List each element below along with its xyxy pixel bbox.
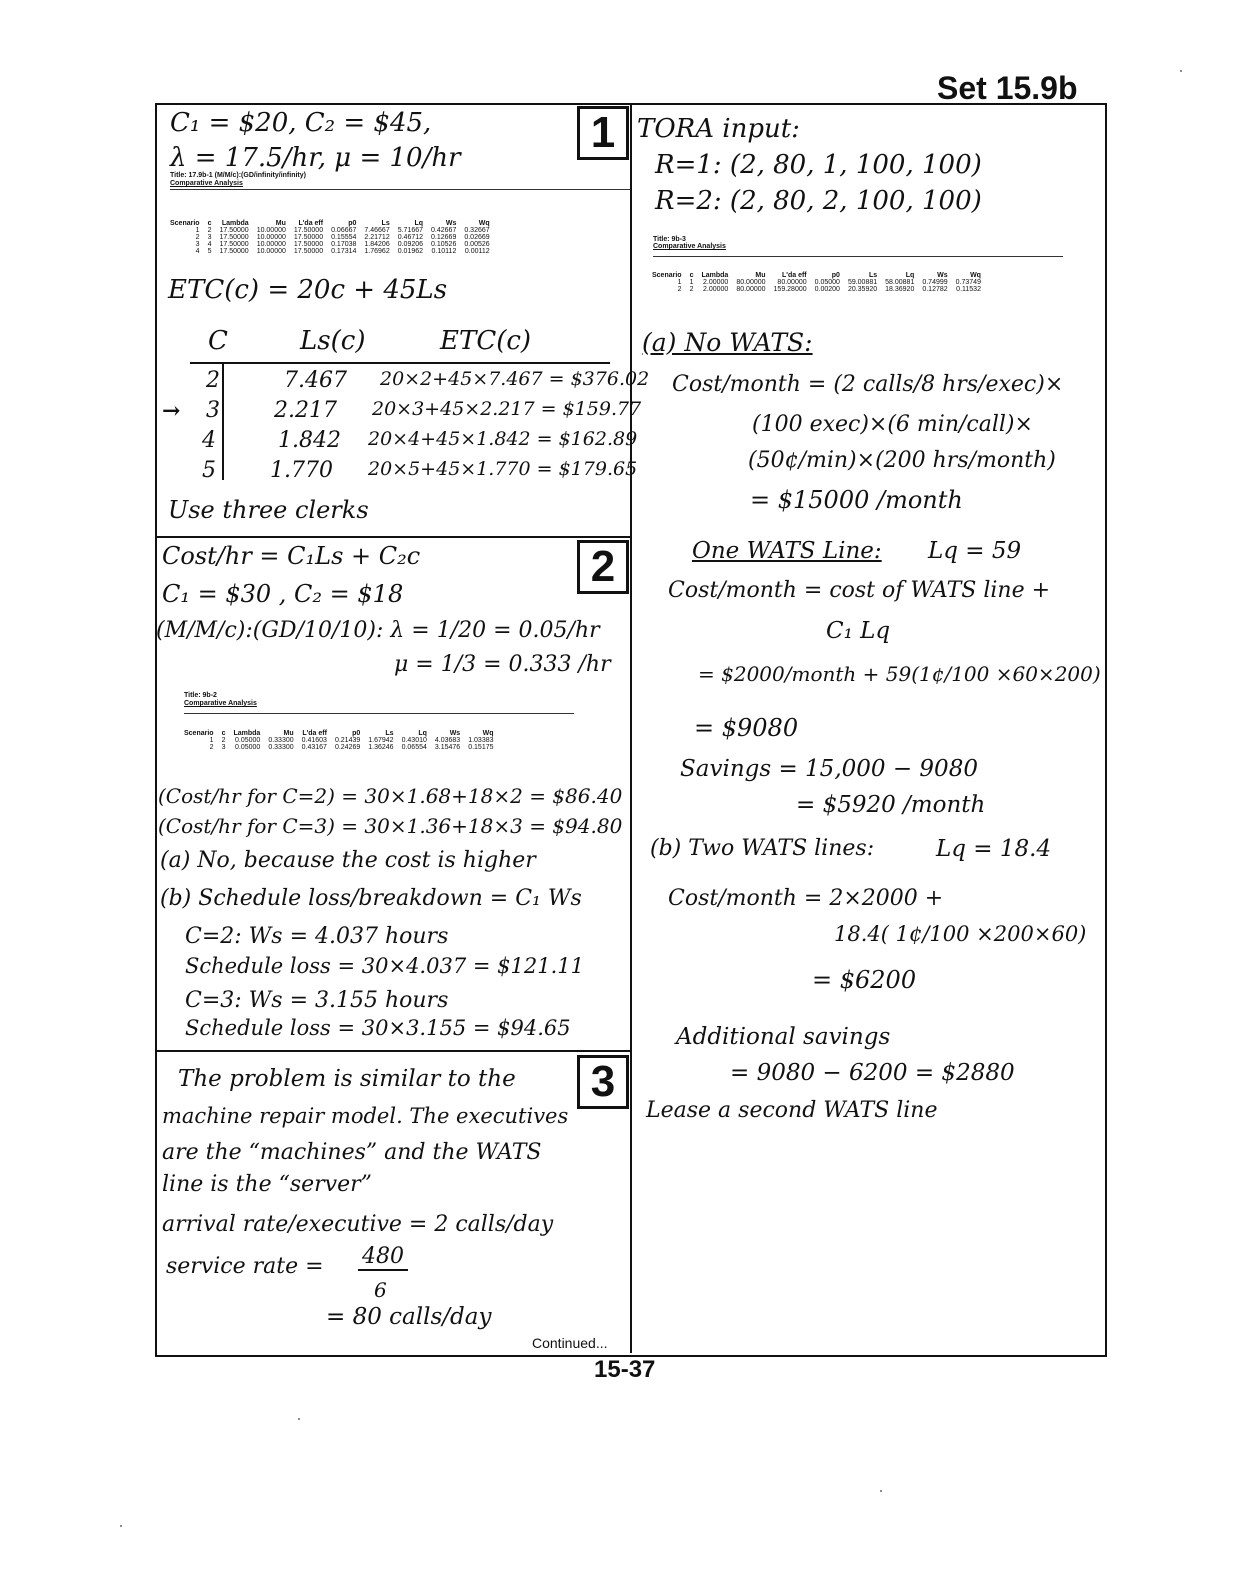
row-c: 4 bbox=[202, 428, 216, 453]
p1-col-etc: ETC(c) bbox=[440, 326, 532, 356]
table-header-cell: Mu bbox=[755, 272, 766, 279]
r-b-savings-result: = $5920 /month bbox=[796, 792, 986, 818]
p3-arrival-rate: arrival rate/executive = 2 calls/day bbox=[162, 1212, 554, 1237]
table-header-cell: c bbox=[689, 272, 694, 279]
table-cell: 3 bbox=[221, 744, 226, 751]
table-cell: 0.06667 bbox=[331, 227, 357, 234]
p1-costs: C₁ = $20, C₂ = $45, bbox=[170, 108, 432, 138]
r-a-line3: (50¢/min)×(200 hrs/month) bbox=[748, 448, 1056, 473]
r-additional-calc: = 9080 − 6200 = $2880 bbox=[730, 1060, 1015, 1086]
table-cell: 2.21712 bbox=[364, 234, 390, 241]
table-header-cell: L'da eff bbox=[782, 272, 807, 279]
table-row bbox=[648, 286, 985, 293]
table-header-cell: Lq bbox=[414, 220, 424, 227]
table-row bbox=[162, 428, 638, 456]
table-cell: 0.33300 bbox=[268, 737, 294, 744]
r-part-a-label: (a) No WATS: bbox=[642, 328, 813, 357]
row-etc: 20×5+45×1.770 = $179.65 bbox=[368, 458, 638, 480]
table-cell: 17.50000 bbox=[219, 227, 249, 234]
table-cell: 4 bbox=[207, 241, 212, 248]
p2-cost-c3: (Cost/hr for C=3) = 30×1.36+18×3 = $94.80 bbox=[158, 814, 623, 838]
p2-c2-loss: Schedule loss = 30×4.037 = $121.11 bbox=[185, 954, 584, 978]
table-cell: 20.35920 bbox=[847, 286, 878, 293]
problem-number-1: 1 bbox=[577, 106, 629, 160]
p1-rates: λ = 17.5/hr, μ = 10/hr bbox=[170, 143, 461, 173]
table-cell: 0.00526 bbox=[464, 241, 490, 248]
divider-problem-2-3 bbox=[155, 1050, 631, 1052]
table-row bbox=[166, 241, 494, 248]
column-divider bbox=[630, 103, 632, 1353]
p2-answer-b: (b) Schedule loss/breakdown = C₁ Ws bbox=[160, 886, 582, 911]
r-one-wats-label: One WATS Line: bbox=[692, 538, 882, 564]
p1-tora-title: Title: 17.9b-1 (M/M/c):(GD/infinity/infinity) bbox=[170, 172, 306, 179]
r-recommendation: Lease a second WATS line bbox=[646, 1098, 938, 1123]
table-cell: 0.43167 bbox=[301, 744, 327, 751]
table-header-cell: Ws bbox=[449, 730, 461, 737]
table-cell: 1.03383 bbox=[468, 737, 494, 744]
r-b-line4: = $9080 bbox=[694, 714, 799, 742]
p2-c2-ws: C=2: Ws = 4.037 hours bbox=[185, 924, 449, 949]
p1-col-ls: Ls(c) bbox=[300, 326, 366, 356]
table-cell: 17.50000 bbox=[219, 248, 249, 255]
table-cell: 3 bbox=[195, 241, 200, 248]
table-cell: 1 bbox=[195, 227, 200, 234]
table-row bbox=[162, 368, 650, 396]
r-input-r1: R=1: (2, 80, 1, 100, 100) bbox=[655, 150, 982, 180]
table-cell: 0.02669 bbox=[464, 234, 490, 241]
table-cell: 2.00000 bbox=[703, 286, 729, 293]
table-header-cell: Ls bbox=[385, 730, 394, 737]
r-c-line1: Cost/month = 2×2000 + bbox=[668, 886, 944, 911]
p2-c3-ws: C=3: Ws = 3.155 hours bbox=[185, 988, 449, 1013]
r-tora-subtitle: Comparative Analysis bbox=[653, 243, 726, 250]
table-header-cell: L'da eff bbox=[302, 730, 327, 737]
p2-costs: C₁ = $30 , C₂ = $18 bbox=[162, 580, 404, 608]
p1-col-c: C bbox=[208, 326, 228, 356]
table-cell: 0.12782 bbox=[922, 286, 948, 293]
table-header-cell: Scenario bbox=[170, 220, 200, 227]
problem-number-3: 3 bbox=[577, 1055, 629, 1109]
table-header-cell: Ls bbox=[381, 220, 390, 227]
table-cell: 4 bbox=[195, 248, 200, 255]
table-cell: 0.33300 bbox=[268, 744, 294, 751]
table-cell: 80.00000 bbox=[736, 279, 766, 286]
table-cell: 0.21439 bbox=[334, 737, 361, 744]
p1-tora-rule bbox=[170, 189, 630, 190]
table-cell: 0.43010 bbox=[401, 737, 427, 744]
table-cell: 1 bbox=[689, 279, 694, 286]
row-ls: 1.842 bbox=[278, 428, 341, 453]
table-cell: 80.00000 bbox=[777, 279, 807, 286]
table-header-cell: c bbox=[221, 730, 226, 737]
table-cell: 1.36246 bbox=[368, 744, 394, 751]
p1-tora-table bbox=[166, 220, 494, 255]
table-cell: 0.74999 bbox=[922, 279, 948, 286]
table-row bbox=[166, 227, 494, 234]
table-cell: 10.00000 bbox=[256, 241, 286, 248]
table-cell: 7.46667 bbox=[364, 227, 390, 234]
table-header-cell: Scenario bbox=[652, 272, 682, 279]
table-cell: 4.03683 bbox=[434, 737, 461, 744]
table-cell: 17.50000 bbox=[293, 234, 324, 241]
table-row bbox=[162, 458, 638, 486]
problem-number-2: 2 bbox=[577, 540, 629, 594]
r-tora-input: TORA input: bbox=[637, 114, 800, 144]
p3-service-numerator: 480 bbox=[358, 1244, 408, 1271]
scan-speck bbox=[880, 1490, 882, 1492]
r-a-line1: Cost/month = (2 calls/8 hrs/exec)× bbox=[672, 372, 1064, 397]
r-c-line2: 18.4( 1¢/100 ×200×60) bbox=[834, 922, 1087, 946]
table-cell: 17.50000 bbox=[219, 241, 249, 248]
p3-service-denominator: 6 bbox=[374, 1278, 387, 1302]
continued-note: Continued... bbox=[532, 1335, 608, 1351]
table-cell: 3.15476 bbox=[434, 744, 461, 751]
table-header-cell: p0 bbox=[348, 220, 357, 227]
table-cell: 18.36920 bbox=[885, 286, 915, 293]
r-tora-title: Title: 9b-3 bbox=[653, 236, 686, 243]
row-ls: 2.217 bbox=[274, 398, 337, 423]
table-header-cell: Mu bbox=[275, 220, 286, 227]
r-b-line2: C₁ Lq bbox=[826, 618, 891, 644]
row-ls: 7.467 bbox=[284, 368, 347, 393]
p1-table-rule bbox=[190, 362, 610, 364]
r-a-line4: = $15000 /month bbox=[750, 486, 963, 514]
row-c: 5 bbox=[202, 458, 216, 483]
p2-mu: μ = 1/3 = 0.333 /hr bbox=[394, 652, 611, 677]
table-header-cell: Ws bbox=[937, 272, 948, 279]
table-row bbox=[166, 248, 494, 255]
row-etc: 20×4+45×1.842 = $162.89 bbox=[368, 428, 638, 450]
table-cell: 0.15175 bbox=[468, 744, 494, 751]
table-row bbox=[180, 744, 498, 751]
table-cell: 2 bbox=[209, 744, 214, 751]
table-row bbox=[648, 279, 985, 286]
table-cell: 1.84206 bbox=[364, 241, 390, 248]
table-header-cell: Lq bbox=[418, 730, 427, 737]
table-cell: 0.10112 bbox=[431, 248, 457, 255]
p2-c3-loss: Schedule loss = 30×3.155 = $94.65 bbox=[185, 1016, 571, 1040]
table-cell: 0.46712 bbox=[397, 234, 424, 241]
table-header-cell: Wq bbox=[482, 730, 494, 737]
r-a-line2: (100 exec)×(6 min/call)× bbox=[752, 412, 1033, 437]
set-title: Set 15.9b bbox=[937, 70, 1078, 106]
r-c-line3: = $6200 bbox=[812, 966, 917, 994]
table-cell: 0.32667 bbox=[464, 227, 490, 234]
table-cell: 2 bbox=[195, 234, 200, 241]
table-cell: 2 bbox=[689, 286, 694, 293]
table-cell: 0.17314 bbox=[331, 248, 357, 255]
divider-problem-1-2 bbox=[155, 536, 631, 538]
scan-speck bbox=[1180, 70, 1182, 72]
table-cell: 59.00881 bbox=[847, 279, 878, 286]
table-cell: 2.00000 bbox=[703, 279, 729, 286]
p2-model-lambda: (M/M/c):(GD/10/10): λ = 1/20 = 0.05/hr bbox=[156, 618, 600, 643]
table-cell: 2 bbox=[677, 286, 682, 293]
table-header-cell: Mu bbox=[283, 730, 294, 737]
row-arrow: → bbox=[162, 398, 181, 424]
p3-text-2: machine repair model. The executives bbox=[162, 1104, 569, 1128]
table-header-cell: Scenario bbox=[184, 730, 214, 737]
table-cell: 0.05000 bbox=[235, 737, 261, 744]
p3-text-3: are the “machines” and the WATS bbox=[162, 1140, 542, 1165]
scan-speck bbox=[298, 1418, 300, 1420]
r-b-line3: = $2000/month + 59(1¢/100 ×60×200) bbox=[698, 662, 1101, 686]
table-header-cell: c bbox=[207, 220, 212, 227]
table-header-cell: Ws bbox=[445, 220, 457, 227]
table-cell: 0.41603 bbox=[301, 737, 327, 744]
table-cell: 5.71667 bbox=[397, 227, 424, 234]
table-cell: 0.73749 bbox=[955, 279, 981, 286]
table-cell: 0.05000 bbox=[235, 744, 261, 751]
table-cell: 10.00000 bbox=[256, 234, 286, 241]
row-etc: 20×3+45×2.217 = $159.77 bbox=[372, 398, 642, 420]
table-cell: 17.50000 bbox=[293, 241, 324, 248]
r-two-wats-lq: Lq = 18.4 bbox=[936, 836, 1052, 862]
table-header-cell: Wq bbox=[478, 220, 490, 227]
table-cell: 17.50000 bbox=[219, 234, 249, 241]
p2-cost-c2: (Cost/hr for C=2) = 30×1.68+18×2 = $86.40 bbox=[158, 784, 623, 808]
table-row bbox=[162, 398, 642, 426]
table-cell: 58.00881 bbox=[885, 279, 915, 286]
table-cell: 0.24269 bbox=[334, 744, 361, 751]
table-header-cell: Lambda bbox=[701, 272, 729, 279]
table-cell: 0.09206 bbox=[397, 241, 424, 248]
table-cell: 0.10526 bbox=[431, 241, 457, 248]
row-c: 2 bbox=[206, 368, 220, 393]
table-cell: 17.50000 bbox=[293, 227, 324, 234]
table-cell: 0.00200 bbox=[814, 286, 840, 293]
r-additional-label: Additional savings bbox=[676, 1024, 891, 1050]
table-header-cell: Lambda bbox=[221, 220, 249, 227]
r-input-r2: R=2: (2, 80, 2, 100, 100) bbox=[655, 186, 982, 216]
table-cell: 0.15554 bbox=[331, 234, 357, 241]
table-cell: 0.17038 bbox=[331, 241, 357, 248]
r-b-line1: Cost/month = cost of WATS line + bbox=[668, 578, 1051, 603]
r-one-wats-lq: Lq = 59 bbox=[928, 538, 1022, 564]
r-tora-table bbox=[648, 272, 985, 293]
p1-tora-subtitle: Comparative Analysis bbox=[170, 180, 243, 187]
table-cell: 3 bbox=[207, 234, 212, 241]
table-cell: 0.12669 bbox=[431, 234, 457, 241]
table-cell: 10.00000 bbox=[256, 227, 286, 234]
table-cell: 1.67942 bbox=[368, 737, 394, 744]
table-row bbox=[180, 737, 498, 744]
r-part-b-label: (b) Two WATS lines: bbox=[650, 836, 875, 861]
p2-tora-rule bbox=[184, 713, 574, 714]
table-cell: 17.50000 bbox=[293, 248, 324, 255]
table-header-cell: p0 bbox=[352, 730, 361, 737]
r-tora-rule bbox=[653, 256, 1063, 257]
table-cell: 80.00000 bbox=[736, 286, 766, 293]
table-cell: 159.28000 bbox=[773, 286, 807, 293]
table-header-cell: Lq bbox=[905, 272, 915, 279]
table-header-cell: p0 bbox=[831, 272, 840, 279]
table-cell: 0.00112 bbox=[464, 248, 490, 255]
row-ls: 1.770 bbox=[270, 458, 333, 483]
p2-cost-formula: Cost/hr = C₁Ls + C₂c bbox=[162, 542, 421, 570]
table-cell: 0.11532 bbox=[956, 286, 981, 293]
table-cell: 5 bbox=[207, 248, 212, 255]
table-header-cell: Ls bbox=[868, 272, 878, 279]
p2-tora-title: Title: 9b-2 bbox=[184, 692, 217, 699]
p2-answer-a: (a) No, because the cost is higher bbox=[160, 848, 536, 873]
p1-etc-formula: ETC(c) = 20c + 45Ls bbox=[168, 275, 448, 305]
table-cell: 0.01962 bbox=[397, 248, 424, 255]
table-cell: 1 bbox=[209, 737, 214, 744]
p1-conclusion: Use three clerks bbox=[168, 496, 369, 524]
table-cell: 0.05000 bbox=[814, 279, 840, 286]
p2-tora-subtitle: Comparative Analysis bbox=[184, 700, 257, 707]
p3-service-rate-label: service rate = bbox=[166, 1254, 324, 1279]
table-header-cell: Lambda bbox=[233, 730, 261, 737]
row-etc: 20×2+45×7.467 = $376.02 bbox=[380, 368, 650, 390]
table-cell: 10.00000 bbox=[256, 248, 286, 255]
table-cell: 1 bbox=[677, 279, 682, 286]
p3-text-4: line is the “server” bbox=[162, 1172, 372, 1197]
page-number: 15-37 bbox=[594, 1356, 656, 1383]
p3-text-1: The problem is similar to the bbox=[178, 1066, 516, 1092]
p2-tora-table bbox=[180, 730, 498, 751]
table-header-cell: L'da eff bbox=[298, 220, 324, 227]
table-cell: 0.42667 bbox=[431, 227, 457, 234]
table-row bbox=[166, 234, 494, 241]
table-cell: 2 bbox=[207, 227, 212, 234]
r-b-savings: Savings = 15,000 − 9080 bbox=[680, 756, 978, 782]
table-cell: 0.06554 bbox=[401, 744, 427, 751]
p3-service-result: = 80 calls/day bbox=[326, 1304, 492, 1330]
scan-speck bbox=[120, 1525, 122, 1527]
table-cell: 2 bbox=[221, 737, 226, 744]
table-header-cell: Wq bbox=[970, 272, 981, 279]
table-cell: 1.76962 bbox=[364, 248, 390, 255]
row-c: 3 bbox=[206, 398, 220, 423]
